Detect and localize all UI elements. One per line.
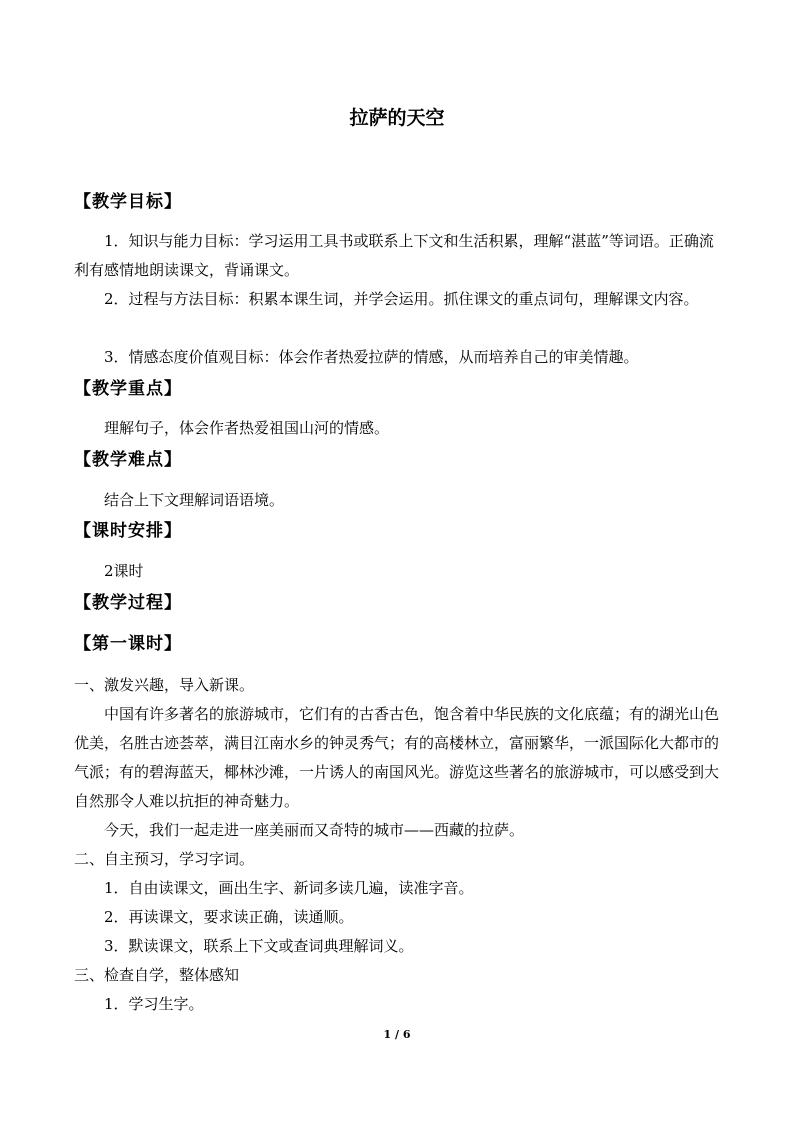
step3-item-1: 1．学习生字。 — [104, 995, 204, 1013]
step3-heading: 三、检查自学，整体感知 — [74, 966, 240, 984]
schedule-text: 2课时 — [104, 562, 144, 580]
step2-heading: 二、自主预习，学习字词。 — [74, 850, 255, 868]
objective-item-3: 3．情感态度价值观目标：体会作者热爱拉萨的情感，从而培养自己的审美情趣。 — [104, 348, 639, 366]
step2-item-2: 2．再读课文，要求读正确，读通顺。 — [104, 908, 354, 926]
objective-item-2: 2．过程与方法目标：积累本课生词，并学会运用。抓住课文的重点词句，理解课文内容。 — [104, 290, 699, 308]
difficulties-text: 结合上下文理解词语语境。 — [104, 491, 285, 509]
step1-heading: 一、激发兴趣，导入新课。 — [74, 676, 255, 694]
heading-objectives: 【教学目标】 — [74, 192, 182, 212]
step1-paragraph-2: 今天，我们一起走进一座美丽而又奇特的城市——西藏的拉萨。 — [104, 821, 525, 839]
objective-item-1: 1．知识与能力目标：学习运用工具书或联系上下文和生活积累，理解“湛蓝”等词语。正确流利有感情地朗读课文，背诵课文。 — [74, 232, 714, 279]
step2-item-3: 3．默读课文，联系上下文或查词典理解词义。 — [104, 937, 414, 955]
step2-item-1: 1．自由读课文，画出生字、新词多读几遍，读准字音。 — [104, 879, 474, 897]
heading-key-points: 【教学重点】 — [74, 379, 182, 399]
page-number: 1 / 6 — [383, 1028, 411, 1041]
heading-difficulties: 【教学难点】 — [74, 450, 182, 470]
heading-lesson-1: 【第一课时】 — [74, 634, 182, 654]
heading-schedule: 【课时安排】 — [74, 521, 182, 541]
key-points-text: 理解句子，体会作者热爱祖国山河的情感。 — [104, 419, 390, 437]
step1-paragraph-1: 中国有许多著名的旅游城市，它们有的古香古色，饱含着中华民族的文化底蕴；有的湖光山色优美，名胜古迹荟萃，满目江南水乡的钟灵秀气；有的高楼林立，富丽繁华，一派国际化大都市的气派；有的碧海蓝天，椰林沙滩，一片诱人的南国风光。游览这些著名的旅游城市，可以感受到大自然那令人难以抗拒的神奇魅力。 — [74, 705, 720, 810]
page-title: 拉萨的天空 — [349, 107, 445, 129]
heading-process: 【教学过程】 — [74, 593, 182, 613]
